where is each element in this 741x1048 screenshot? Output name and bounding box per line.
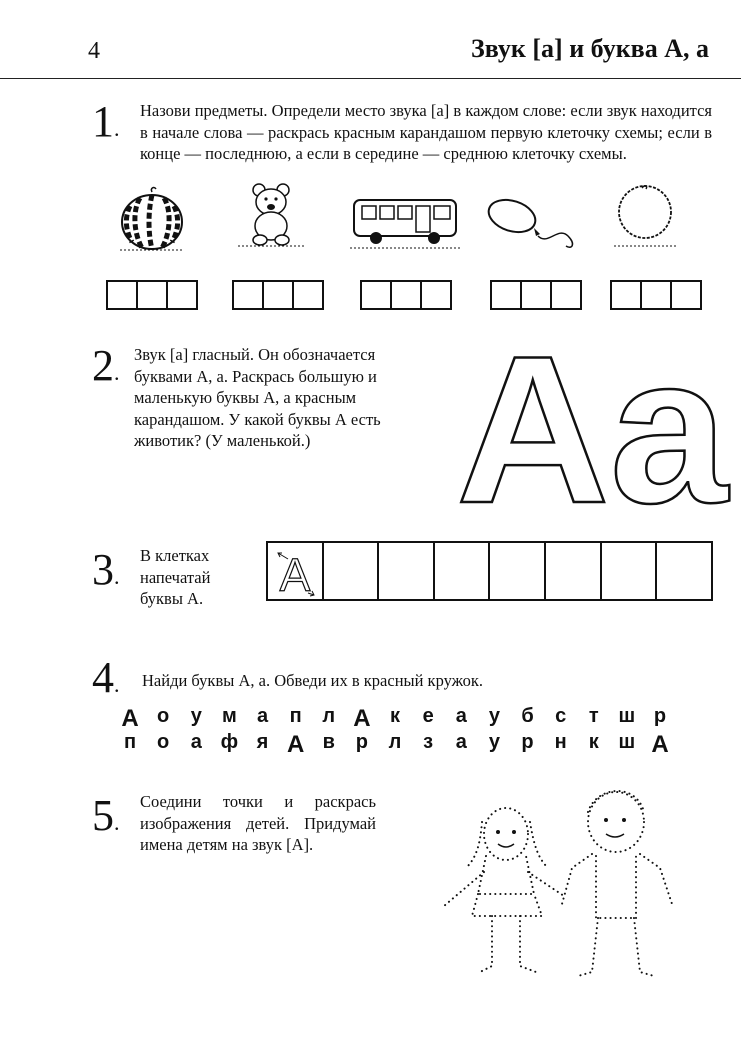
task-4-text: Найди буквы А, а. Обведи их в красный кружок. [142,671,484,690]
letter-17[interactable]: р [653,705,667,727]
scheme-cell[interactable] [362,282,392,308]
letter-13[interactable]: р [521,731,534,753]
letter-9[interactable]: л [388,731,402,753]
letter-14[interactable]: н [554,731,567,753]
letters-row-1 [120,705,670,733]
letter-8[interactable]: р [355,731,368,753]
letter-5[interactable]: а [256,705,269,727]
big-letters-text: Aa [456,330,731,510]
letter-writing-grid[interactable] [266,541,713,601]
scheme-cell[interactable] [168,282,196,308]
sound-scheme-watermelon[interactable] [106,280,198,310]
letter-9[interactable]: к [389,705,400,727]
teddy-bear-picture [236,180,306,252]
task-3-number: 3. [92,545,120,594]
scheme-cell[interactable] [522,282,552,308]
letter-11[interactable]: а [455,705,467,727]
letter-4[interactable]: м [221,705,237,727]
letter-12[interactable]: у [488,705,500,727]
letter-11[interactable]: а [455,731,467,753]
letters-row-2 [120,731,670,759]
scheme-cell[interactable] [672,282,700,308]
scheme-cell[interactable] [612,282,642,308]
letter-12[interactable]: у [488,731,500,753]
sound-scheme-orange[interactable] [610,280,702,310]
letter-15[interactable]: т [588,705,599,727]
sound-scheme-bus[interactable] [360,280,452,310]
letter-16[interactable]: ш [618,731,636,753]
letter-8[interactable]: А [353,705,371,732]
letter-1[interactable]: п [123,731,137,753]
grid-cell[interactable] [324,543,380,599]
letter-4[interactable]: ф [220,731,239,753]
task-1-text: Назови предметы. Определи место звука [а] в каждом слове: если звук находится в начале слова — раскрась красным карандашом первую клеточку схемы; если в конце — последнюю, а если в середине — среднюю клеточку схемы. [140,101,712,163]
letter-17[interactable]: А [651,731,669,758]
scheme-cell[interactable] [138,282,168,308]
letter-14[interactable]: с [555,705,567,727]
orange-picture [608,180,682,252]
letter-2[interactable]: о [157,705,170,727]
letter-1[interactable]: А [121,705,139,732]
task-5-text: Соедини точки и раскрась изображения детей. Придумай имена детям на звук [А]. [140,792,376,854]
letter-3[interactable]: у [190,705,202,727]
grid-cell[interactable] [435,543,491,599]
letter-10[interactable]: е [422,705,434,727]
scheme-cell[interactable] [234,282,264,308]
scheme-cell[interactable] [108,282,138,308]
sound-scheme-teddy-bear[interactable] [232,280,324,310]
watermelon-picture [112,186,192,254]
big-letters-outline [456,330,736,510]
grid-cell-sample[interactable] [268,543,324,599]
scheme-cell[interactable] [392,282,422,308]
letter-15[interactable]: к [588,731,599,753]
svg-text:А: А [279,549,311,599]
grid-cell[interactable] [602,543,658,599]
task-4-number: 4. [92,653,120,702]
scheme-cell[interactable] [294,282,322,308]
task-2-number: 2. [92,341,120,390]
letter-3[interactable]: а [190,731,202,753]
letter-5[interactable]: я [256,731,269,753]
grid-cell[interactable] [490,543,546,599]
page-number: 4 [88,38,100,64]
grid-cell[interactable] [546,543,602,599]
letter-10[interactable]: з [423,731,434,753]
balloon-picture [486,196,582,252]
dotted-children-picture [426,776,706,986]
letter-7[interactable]: в [322,731,335,753]
sample-letter-a-icon [268,543,322,599]
bus-picture [350,194,462,252]
letter-16[interactable]: ш [618,705,636,727]
letter-13[interactable]: б [521,705,534,727]
task-1-number: 1. [92,97,120,146]
task-3-text: В клетках напечатай буквы А. [140,546,211,608]
task-2-text: Звук [а] гласный. Он обозначается буквами А, а. Раскрась большую и маленькую буквы А, а красным карандашом. У какой буквы А есть животик? (У маленькой.) [134,345,381,450]
scheme-cell[interactable] [552,282,580,308]
grid-cell[interactable] [657,543,711,599]
letter-6[interactable]: п [289,705,302,727]
letter-7[interactable]: л [322,705,336,727]
sound-scheme-balloon[interactable] [490,280,582,310]
grid-cell[interactable] [379,543,435,599]
header-divider [0,78,741,79]
letter-6[interactable]: А [286,731,305,758]
task-5-number: 5. [92,791,120,840]
page-title: Звук [а] и буква А, а [471,34,709,63]
scheme-cell[interactable] [492,282,522,308]
scheme-cell[interactable] [264,282,294,308]
scheme-cell[interactable] [422,282,450,308]
scheme-cell[interactable] [642,282,672,308]
letter-2[interactable]: о [157,731,170,753]
